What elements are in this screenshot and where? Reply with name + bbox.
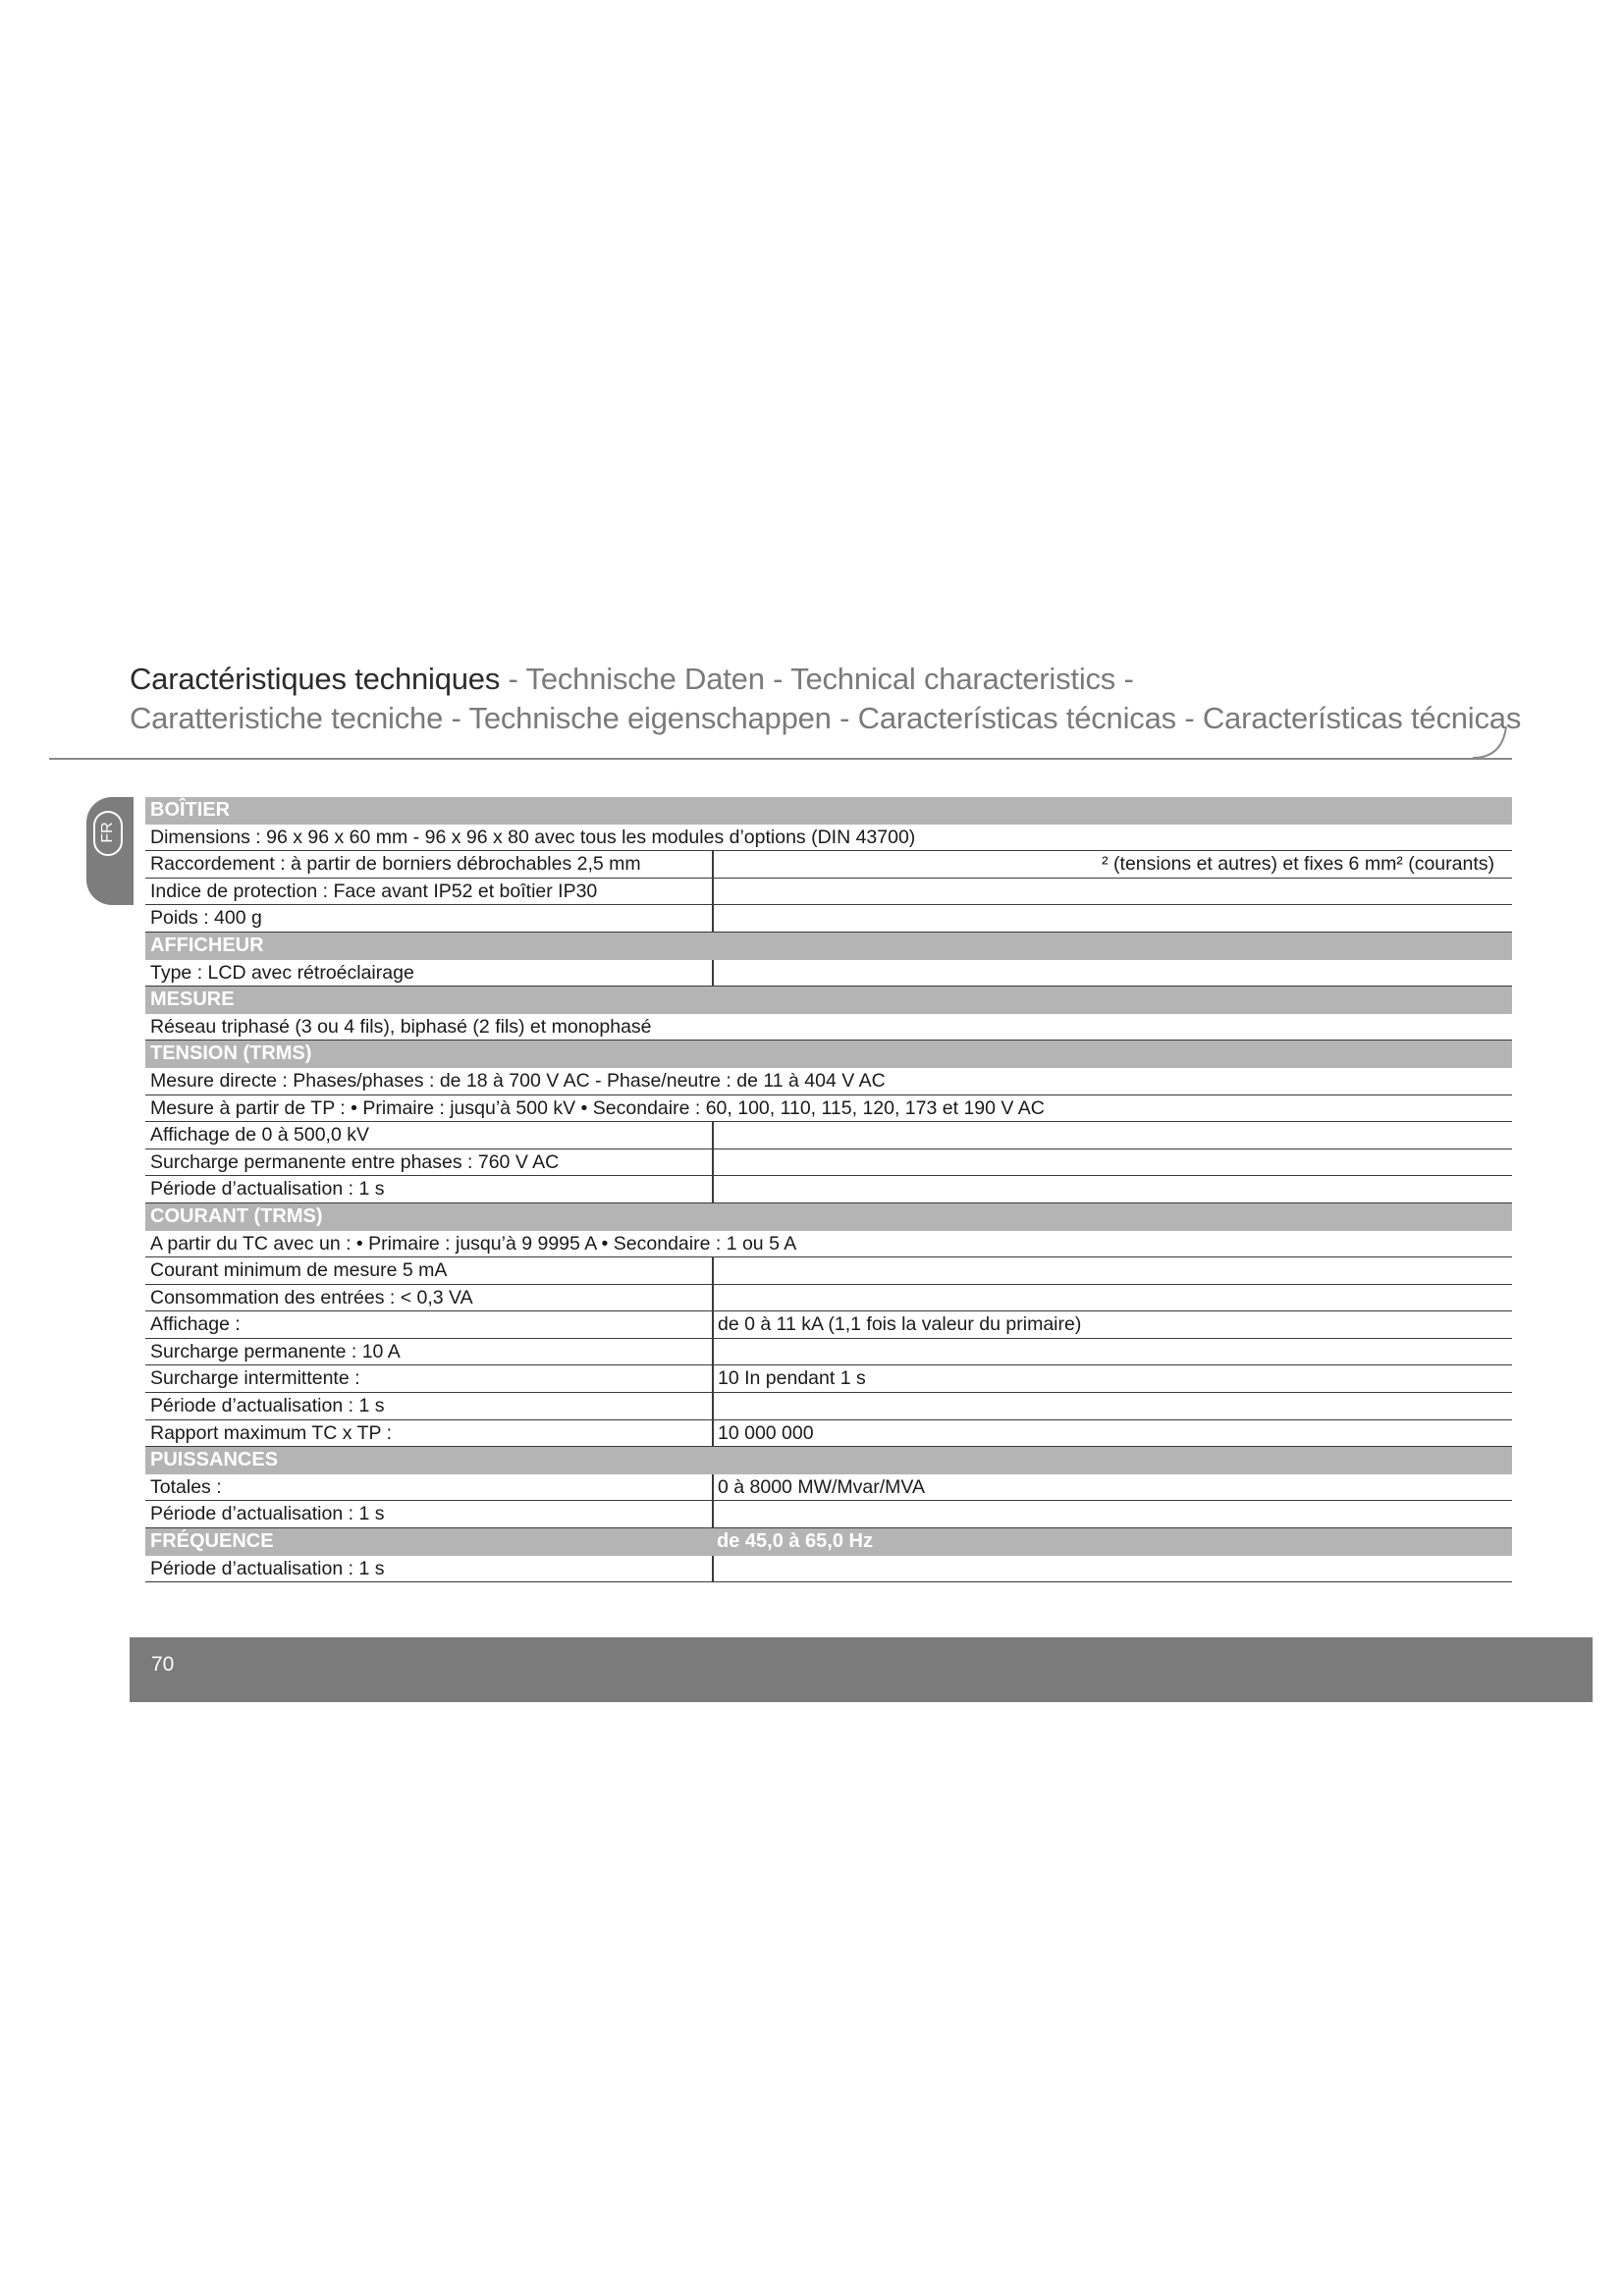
column-divider — [712, 1311, 714, 1338]
section-header-courant — [145, 1203, 1512, 1231]
column-divider — [712, 1556, 714, 1582]
table-row — [145, 1176, 1512, 1203]
table-row — [145, 1501, 1512, 1528]
section-title: COURANT (TRMS) — [150, 1204, 323, 1227]
section-title: PUISSANCES — [150, 1449, 279, 1471]
spec-label: Totales : — [150, 1475, 222, 1498]
table-row — [145, 960, 1512, 988]
spec-table — [145, 797, 1512, 1582]
spec-value: de 0 à 11 kA (1,1 fois la valeur du primaire) — [718, 1313, 1082, 1336]
section-header-mesure — [145, 987, 1512, 1014]
header-curve-ornament — [1473, 717, 1512, 760]
title-translations: - Technische Daten - Technical characteristics - — [500, 662, 1134, 696]
spec-value: 10 000 000 — [718, 1421, 814, 1444]
page-header — [130, 660, 1543, 738]
column-divider — [712, 1257, 714, 1284]
spec-text: Courant minimum de mesure 5 mA — [150, 1259, 448, 1282]
spec-text: Dimensions : 96 x 96 x 60 mm - 96 x 96 x 80 avec tous les modules d’options (DIN 43700) — [150, 826, 916, 848]
section-title: TENSION (TRMS) — [150, 1042, 312, 1065]
spec-text: Consommation des entrées : < 0,3 VA — [150, 1286, 473, 1308]
column-divider — [712, 1339, 714, 1365]
section-title: MESURE — [150, 988, 235, 1011]
column-divider — [712, 1501, 714, 1527]
spec-text: Surcharge permanente entre phases : 760 V AC — [150, 1150, 560, 1173]
spec-text: Mesure à partir de TP : • Primaire : jusqu’à 500 kV • Secondaire : 60, 100, 110, 115, 120, 173 et 190 V AC — [150, 1096, 1045, 1119]
spec-value: 10 In pendant 1 s — [718, 1367, 866, 1390]
column-divider — [712, 1393, 714, 1419]
spec-text: Surcharge permanente : 10 A — [150, 1340, 401, 1362]
section-header-frequence — [145, 1528, 1512, 1556]
spec-text: Type : LCD avec rétroéclairage — [150, 961, 414, 984]
spec-text: Raccordement : à partir de borniers débrochables 2,5 mm — [150, 853, 641, 876]
footer-band — [130, 1637, 1593, 1702]
section-header-boitier — [145, 797, 1512, 825]
column-divider — [712, 879, 714, 905]
table-row — [145, 1365, 1512, 1393]
column-divider — [712, 1122, 714, 1148]
table-row — [145, 1285, 1512, 1312]
column-divider — [712, 851, 714, 878]
page-number: 70 — [151, 1653, 175, 1676]
column-divider — [712, 1365, 714, 1392]
column-divider — [712, 1474, 714, 1501]
column-divider — [712, 1420, 714, 1447]
section-title: BOÎTIER — [150, 799, 231, 821]
section-header-puissances — [145, 1447, 1512, 1474]
column-divider — [712, 1176, 714, 1202]
column-divider — [712, 960, 714, 987]
table-row — [145, 1339, 1512, 1366]
table-row — [145, 1474, 1512, 1502]
column-divider — [712, 905, 714, 932]
spec-text: Période d’actualisation : 1 s — [150, 1178, 385, 1201]
table-row — [145, 1420, 1512, 1448]
spec-text: Période d’actualisation : 1 s — [150, 1557, 385, 1579]
column-divider — [712, 1285, 714, 1311]
table-row — [145, 1311, 1512, 1339]
table-row — [145, 851, 1512, 879]
spec-text: Période d’actualisation : 1 s — [150, 1503, 385, 1525]
table-row — [145, 1231, 1512, 1258]
spec-label: Rapport maximum TC x TP : — [150, 1421, 392, 1444]
title-line-1 — [130, 660, 1543, 699]
table-row — [145, 1257, 1512, 1285]
table-row — [145, 825, 1512, 852]
table-row — [145, 1556, 1512, 1583]
spec-text: Réseau triphasé (3 ou 4 fils), biphasé (2 fils) et monophasé — [150, 1015, 652, 1038]
header-divider — [49, 758, 1512, 760]
table-row — [145, 1095, 1512, 1123]
section-title: FRÉQUENCE — [150, 1530, 274, 1553]
spec-value: ² (tensions et autres) et fixes 6 mm² (courants) — [1102, 853, 1494, 876]
spec-text: Poids : 400 g — [150, 907, 262, 930]
table-row — [145, 1068, 1512, 1095]
table-row — [145, 1014, 1512, 1041]
spec-value: 0 à 8000 MW/Mvar/MVA — [718, 1475, 925, 1498]
language-tab — [86, 797, 134, 905]
table-row — [145, 1149, 1512, 1177]
title-line-2: Caratteristiche tecniche - Technische eigenschappen - Características técnicas - Características técnicas — [130, 701, 1522, 735]
language-tab-label: FR — [99, 822, 116, 843]
spec-text: A partir du TC avec un : • Primaire : jusqu’à 9 9995 A • Secondaire : 1 ou 5 A — [150, 1232, 797, 1255]
section-title: AFFICHEUR — [150, 934, 264, 956]
spec-text: Affichage de 0 à 500,0 kV — [150, 1124, 369, 1147]
column-divider — [712, 1149, 714, 1176]
table-row — [145, 905, 1512, 933]
spec-value: de 45,0 à 65,0 Hz — [717, 1530, 873, 1553]
table-row — [145, 1122, 1512, 1149]
spec-label: Affichage : — [150, 1313, 241, 1336]
table-row — [145, 1393, 1512, 1420]
section-header-afficheur — [145, 933, 1512, 960]
spec-text: Indice de protection : Face avant IP52 et boîtier IP30 — [150, 880, 598, 902]
spec-text: Période d’actualisation : 1 s — [150, 1395, 385, 1417]
table-row — [145, 879, 1512, 906]
spec-label: Surcharge intermittente : — [150, 1367, 360, 1390]
title-main: Caractéristiques techniques — [130, 662, 501, 696]
section-header-tension — [145, 1041, 1512, 1068]
spec-text: Mesure directe : Phases/phases : de 18 à 700 V AC - Phase/neutre : de 11 à 404 V AC — [150, 1069, 886, 1092]
